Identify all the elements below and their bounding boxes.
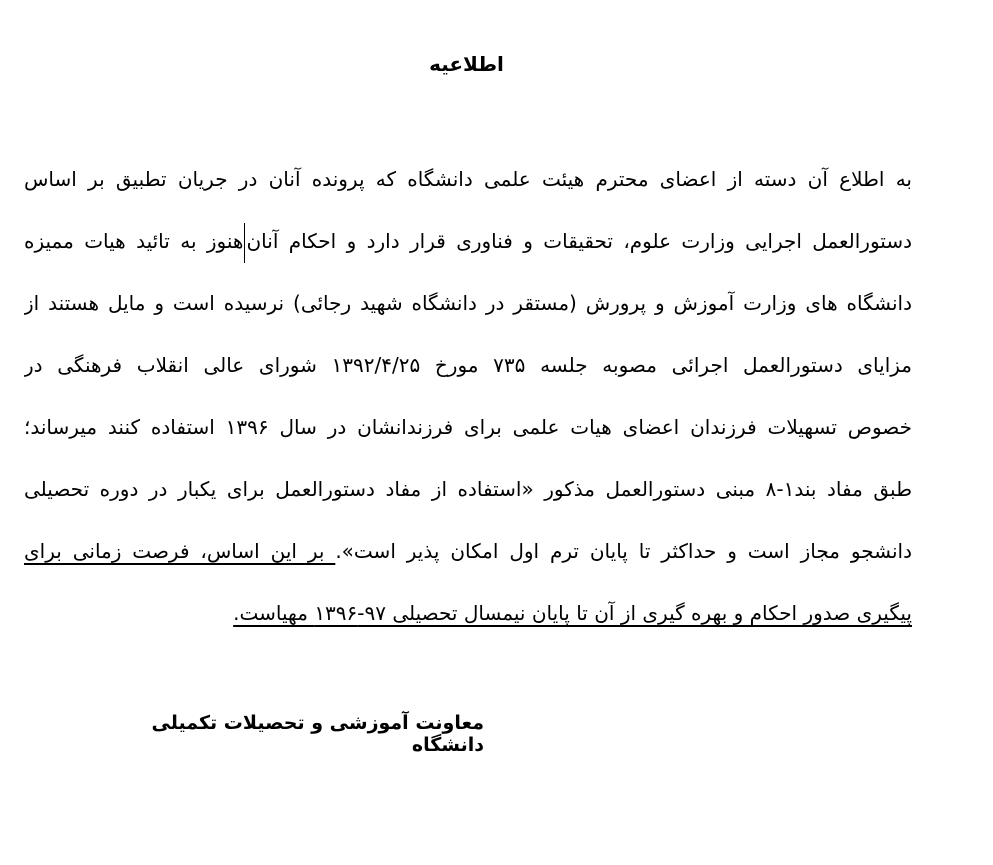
paragraph-line-3: دانشگاه های وزارت آموزش و پرورش (مستقر در دانشگاه شهید رجائی) نرسیده است و مایل هستند از: [24, 291, 912, 315]
paragraph-line-5: خصوص تسهیلات فرزندان اعضای هیات علمی برای فرزندانشان در سال ۱۳۹۶ استفاده کنند میرساند؛: [24, 415, 912, 439]
paragraph-line-8: [24, 587, 912, 649]
paragraph-line-4: مزایای دستورالعمل اجرائی مصوبه جلسه ۷۳۵ مورخ ۱۳۹۲/۴/۲۵ شورای عالی انقلاب فرهنگی در: [24, 353, 912, 377]
signature-office: معاونت آموزشی و تحصیلات تکمیلی دانشگاه: [151, 712, 484, 756]
paragraph-line-1: به اطلاع آن دسته از اعضای محترم هیئت علمی دانشگاه که پرونده آنان در جریان تطبیق بر اساس: [24, 167, 912, 191]
paragraph-line-2-part-1: دستورالعمل اجرایی وزارت علوم، تحقیقات و فناوری قرار دارد و احکام آنان: [246, 229, 912, 253]
paragraph-line-7: [24, 525, 912, 587]
announcement-paragraph: [24, 153, 912, 649]
paragraph-line-8-underlined: پیگیری صدور احکام و بهره گیری از آن تا پایان نیمسال تحصیلی ۹۷-۱۳۹۶ مهیاست.: [233, 601, 912, 625]
paragraph-line-6: طبق مفاد بند۱-۸ مبنی دستورالعمل مذکور «استفاده از مفاد دستورالعمل برای یکبار در دوره تحصیلی: [24, 477, 912, 501]
paragraph-line-2: [24, 215, 912, 277]
paragraph-line-7-plain: دانشجو مجاز است و حداکثر تا پایان ترم اول امکان پذیر است».: [335, 539, 912, 563]
paragraph-line-2-part-2: هنوز به تائید هیات ممیزه: [24, 229, 244, 253]
page-title: اطلاعیه: [429, 52, 504, 76]
paragraph-line-7-underlined: بر این اساس، فرصت زمانی برای: [24, 539, 336, 563]
